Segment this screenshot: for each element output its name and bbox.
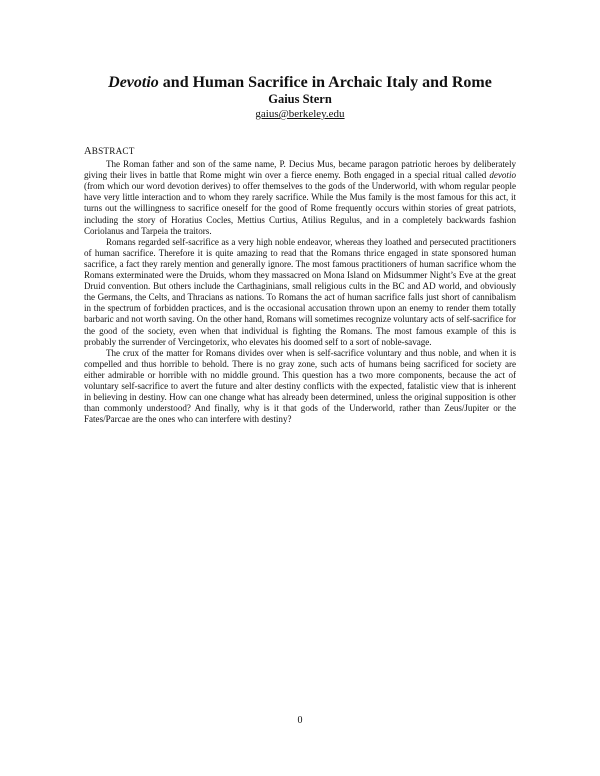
author-email-link[interactable]: gaius@berkeley.edu (255, 108, 345, 120)
paragraph-1-after: (from which our word devotion derives) to offer themselves to the gods of the Underworld, with whom regular people have very little interaction and to whom they rarely sacrifice. While the Mus family is the most famous for this act, it turns out the willingness to sacrifice oneself for the good of Rome frequently occurs within stories of great patriots, including the story of Horatius Cocles, Mettius Curtius, Atilius Regulus, and in a completely backwards fashion Coriolanus and Tarpeia the traitors. (84, 181, 516, 236)
paragraph-1-before: The Roman father and son of the same name, P. Decius Mus, became paragon patriotic heroes by deliberately giving their lives in battle that Rome might win over a fierce enemy. Both engaged in a special ritual called (84, 159, 516, 181)
page-number: 0 (297, 715, 303, 726)
abstract-heading-initial: A (84, 146, 92, 157)
paper-title (60, 73, 540, 92)
abstract-paragraph-3: The crux of the matter for Romans divides over when is self-sacrifice voluntary and thus noble, and when it is compelled and thus horrible to behold. There is no gray zone, such acts of humans being sacrificed for society are either admirable or horrible with no middle ground. This question has a two more components, because the act of voluntary self-sacrifice to avert the future and alter destiny conflicts with the expected, fatalistic view that is inherent in believing in destiny. How can one change what has already been determined, unless the original supposition is other than commonly understood? And finally, why is it that gods of the Underworld, rather than Zeus/Jupiter or the Fates/Parcae are the ones who can interfere with destiny? (84, 347, 516, 425)
title-block (60, 73, 540, 121)
paragraph-1-italic-term: devotio (489, 170, 516, 181)
abstract-heading-rest: BSTRACT (91, 146, 135, 156)
author-name: Gaius Stern (268, 92, 332, 106)
abstract-section (84, 146, 516, 425)
abstract-paragraph-1 (84, 159, 516, 237)
title-rest: and Human Sacrifice in Archaic Italy and Rome (158, 74, 492, 91)
abstract-paragraph-2: Romans regarded self-sacrifice as a very high noble endeavor, whereas they loathed and persecuted practitioners of human sacrifice. Therefore it is quite amazing to read that the Romans thrice engaged in state sponsored human sacrifice, a fact they rarely mention and generally ignore. The most famous practitioners of human sacrifice whom the Romans exterminated were the Druids, whom they massacred on Mona Island on Midsummer Night’s Eve at the great Druid convention. But others include the Carthaginians, small religious cults in the BC and AD world, and obviously the Germans, the Celts, and Thracians as nations. To Romans the act of human sacrifice falls just short of cannibalism in the spectrum of forbidden practices, and is the occasional accusation thrown upon an enemy to render them totally barbaric and not worth saving. On the other hand, Romans will sometimes recognize voluntary acts of self-sacrifice for the good of the society, even when that individual is fighting the Romans. The most famous example of this is probably the surrender of Vercingetorix, who elevates his doomed self to a sort of noble-savage. (84, 236, 516, 347)
abstract-heading (84, 146, 516, 157)
title-italic-word: Devotio (108, 74, 159, 91)
